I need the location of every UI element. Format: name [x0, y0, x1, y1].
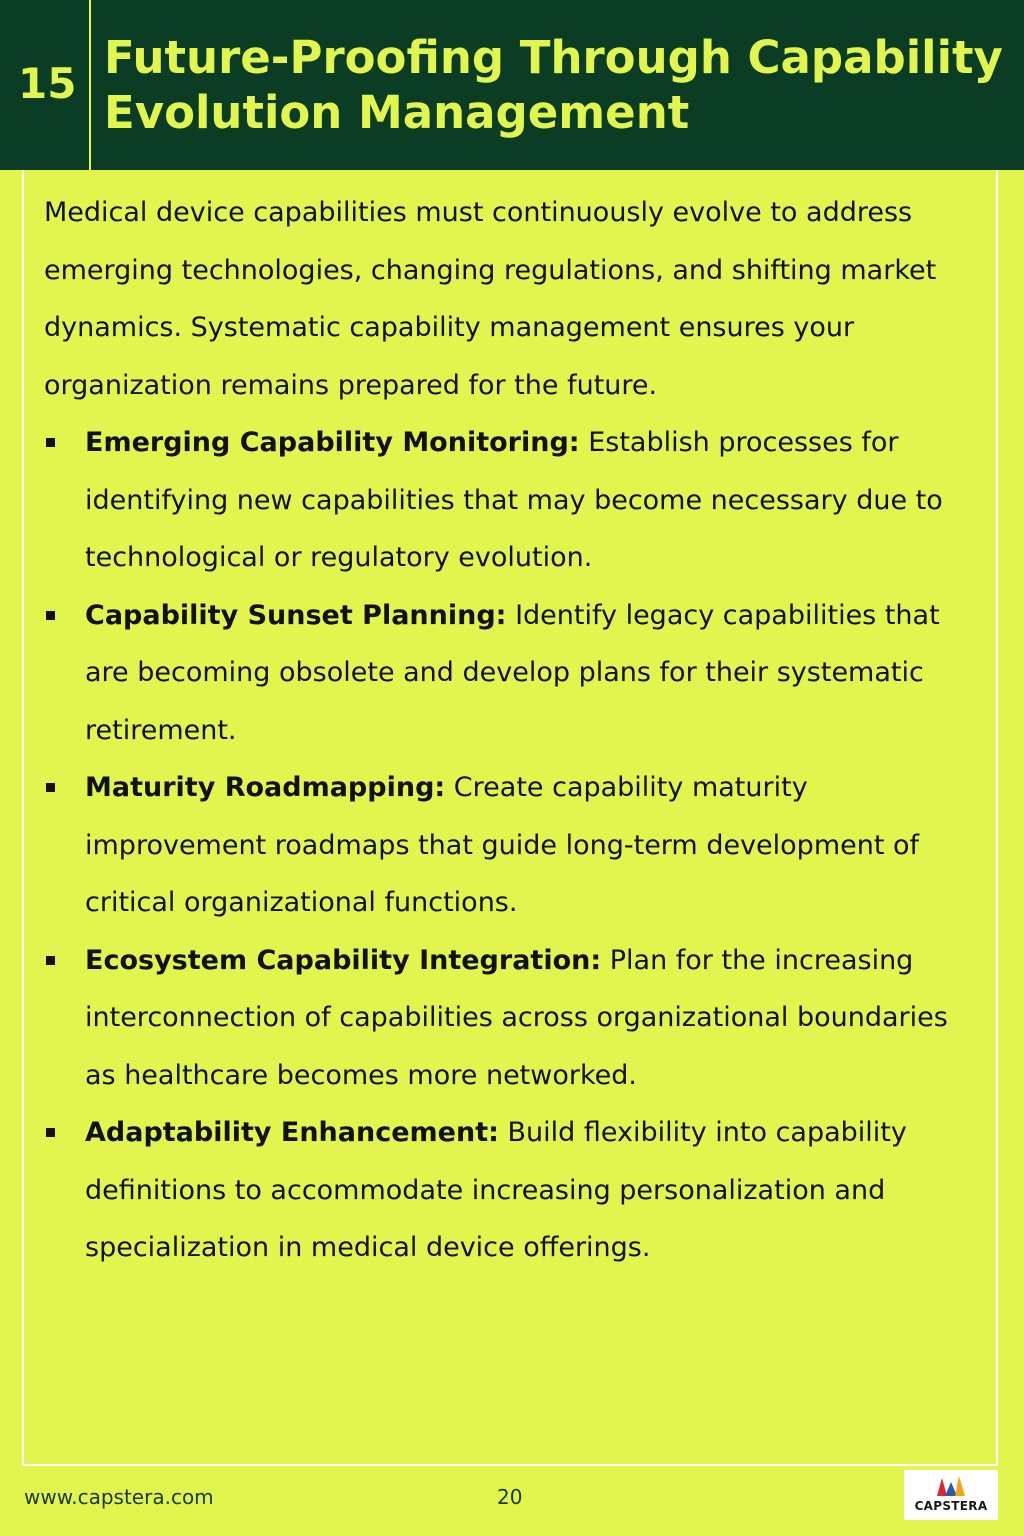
bullet-title: Emerging Capability Monitoring:	[85, 427, 580, 458]
page-title: Future-Proofing Through Capability Evolution Management	[104, 31, 1003, 139]
bullet-title: Ecosystem Capability Integration:	[85, 944, 602, 976]
list-item	[44, 587, 984, 760]
bullet-text: Identify legacy capabilities that are becoming obsolete and develop plans for their systematic retirement.	[85, 599, 940, 746]
chapter-number: 15	[18, 59, 77, 108]
capstera-logo	[904, 1470, 998, 1520]
square-bullet-icon	[46, 438, 55, 447]
bullet-title: Adaptability Enhancement:	[85, 1117, 499, 1148]
bullet-list	[44, 414, 984, 1277]
page-number: 20	[497, 1485, 523, 1509]
bullet-text: Build flexibility into capability definitions to accommodate increasing personalization and specialization in medical device offerings.	[85, 1117, 907, 1263]
header-divider	[89, 0, 91, 170]
square-bullet-icon	[46, 1128, 55, 1137]
square-bullet-icon	[46, 611, 55, 620]
capstera-logo-icon	[935, 1472, 967, 1498]
bullet-title: Capability Sunset Planning:	[85, 599, 507, 631]
list-item	[44, 932, 984, 1105]
page-header	[0, 0, 1024, 170]
list-item	[44, 1104, 984, 1277]
square-bullet-icon	[46, 783, 55, 792]
square-bullet-icon	[46, 956, 55, 965]
main-content	[44, 184, 984, 1277]
list-item	[44, 414, 984, 587]
website-link[interactable]: www.capstera.com	[24, 1485, 214, 1509]
list-item	[44, 759, 984, 932]
bullet-text: Establish processes for identifying new capabilities that may become necessary due to technological or regulatory evolution.	[85, 427, 943, 573]
bullet-title: Maturity Roadmapping:	[85, 772, 446, 803]
logo-text: CAPSTERA	[914, 1499, 988, 1513]
intro-paragraph: Medical device capabilities must continuously evolve to address emerging technologies, changing regulations, and shifting market dynamics. Systematic capability management ensures your organization remains prepared for the future.	[44, 197, 937, 401]
bullet-text: Create capability maturity improvement roadmaps that guide long-term development of critical organizational functions.	[85, 772, 920, 918]
bullet-text: Plan for the increasing interconnection of capabilities across organizational boundaries as healthcare becomes more networked.	[85, 944, 948, 1091]
